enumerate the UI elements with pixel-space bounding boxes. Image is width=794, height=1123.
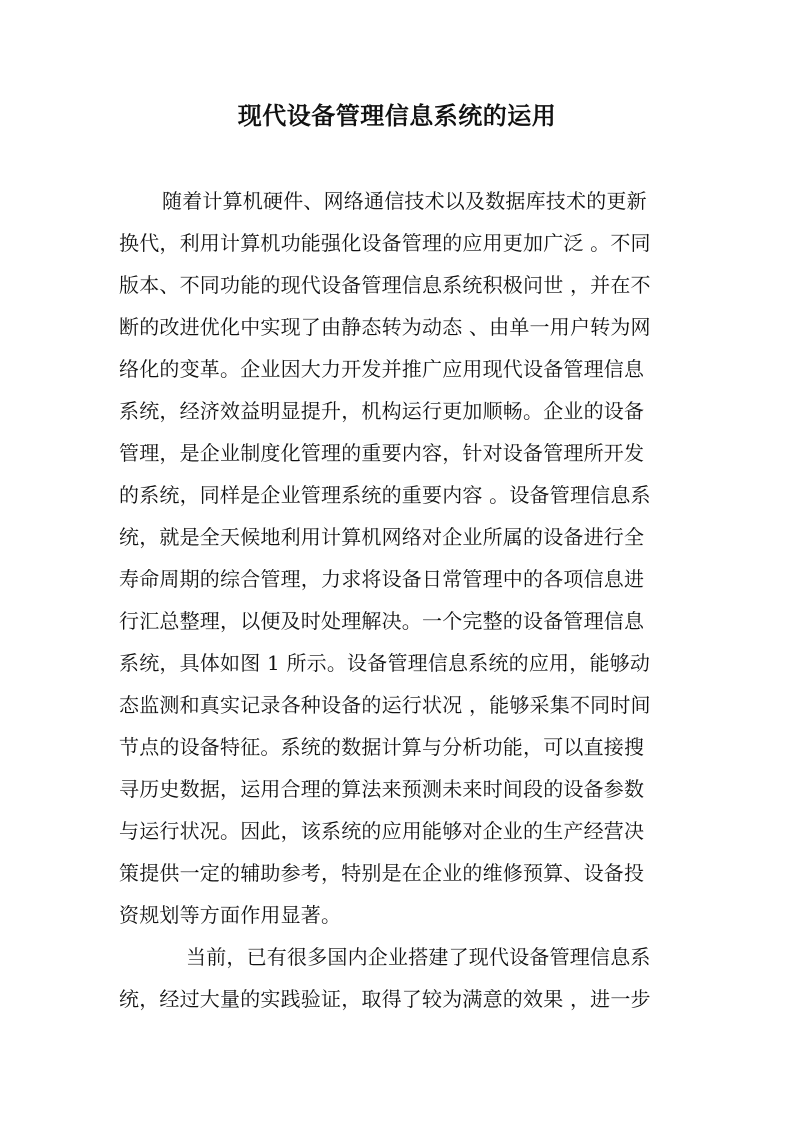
paragraph-line: 行汇总整理，以便及时处理解决。一个完整的设备管理信息 [119, 609, 645, 633]
paragraph-line: 策提供一定的辅助参考，特别是在企业的维修预算、设备投 [119, 861, 645, 885]
paragraph-line: 与运行状况。因此，该系统的应用能够对企业的生产经营决 [119, 819, 645, 843]
paragraph-line: 版本、不同功能的现代设备管理信息系统积极问世 ，并在不 [119, 273, 651, 297]
paragraph-line: 换代，利用计算机功能强化设备管理的应用更加广泛 。不同 [119, 231, 651, 255]
paragraph-line: 系统，具体如图 1 所示。设备管理信息系统的应用，能够动 [119, 651, 651, 675]
paragraph-line: 随着计算机硬件、网络通信技术以及数据库技术的更新 [162, 189, 647, 213]
paragraph-line: 断的改进优化中实现了由静态转为动态 、由单一用户转为网 [119, 315, 651, 339]
paragraph-line: 统，经过大量的实践验证，取得了较为满意的效果 ，进一步 [119, 987, 651, 1011]
paragraph-line: 的系统，同样是企业管理系统的重要内容 。设备管理信息系 [119, 483, 651, 507]
paragraph-line: 当前，已有很多国内企业搭建了现代设备管理信息系 [186, 945, 651, 969]
paragraph-line: 系统，经济效益明显提升，机构运行更加顺畅。企业的设备 [119, 399, 645, 423]
paragraph-line: 寻历史数据，运用合理的算法来预测未来时间段的设备参数 [119, 777, 645, 801]
paragraph-line: 寿命周期的综合管理，力求将设备日常管理中的各项信息进 [119, 567, 645, 591]
paragraph-line: 管理，是企业制度化管理的重要内容，针对设备管理所开发 [119, 441, 645, 465]
document-title: 现代设备管理信息系统的运用 [237, 102, 557, 130]
paragraph-line: 络化的变革。企业因大力开发并推广应用现代设备管理信息 [119, 357, 645, 381]
paragraph-line: 节点的设备特征。系统的数据计算与分析功能，可以直接搜 [119, 735, 645, 759]
paragraph-line: 统，就是全天候地利用计算机网络对企业所属的设备进行全 [119, 525, 645, 549]
paragraph-line: 态监测和真实记录各种设备的运行状况 ，能够采集不同时间 [119, 693, 651, 717]
paragraph-line: 资规划等方面作用显著。 [119, 903, 342, 927]
